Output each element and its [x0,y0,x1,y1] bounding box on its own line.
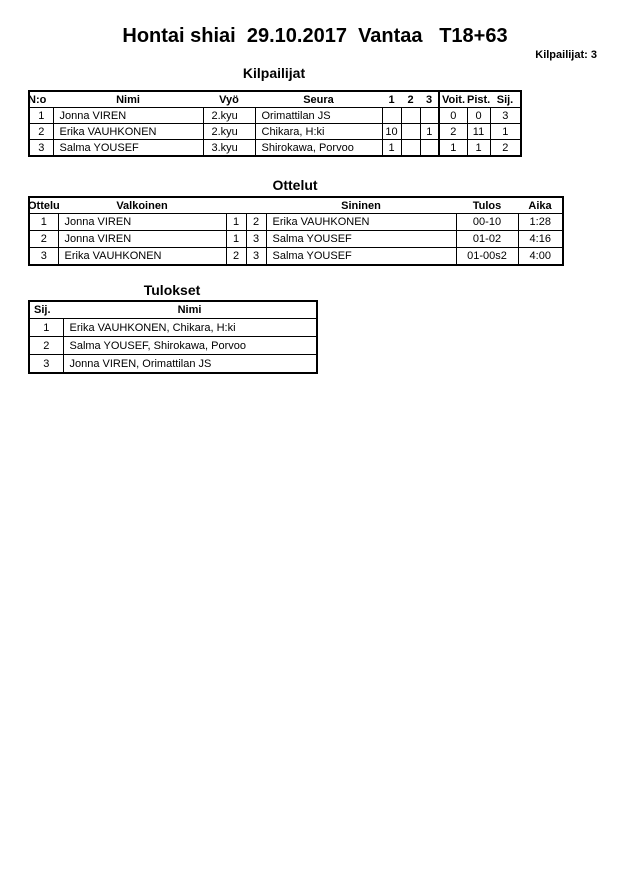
col-header-spacer [226,197,246,214]
cell-blue-name: Erika VAUHKONEN [266,214,456,231]
result-row [29,319,317,337]
cell-white-no: 1 [226,231,246,248]
match-row [29,231,563,248]
col-header-result: Tulos [472,199,502,212]
match-row [29,248,563,266]
cell-round2 [401,140,420,157]
competitor-row [29,140,521,157]
col-header-club: Seura [303,93,334,106]
cell-time: 4:16 [518,231,563,248]
cell-rank: 1 [29,319,63,337]
col-header-rank: Sij. [496,93,514,106]
cell-rank: 1 [490,124,521,140]
cell-rank: 3 [490,108,521,124]
col-header-blue: Sininen [341,199,381,212]
cell-match-no: 3 [29,248,58,266]
competitor-row [29,124,521,140]
col-header-rank: Sij. [34,304,51,316]
col-header-wins: Voit. [439,91,467,108]
result-row [29,355,317,374]
cell-wins: 1 [439,140,467,157]
match-row [29,214,563,231]
section-heading-results: Tulokset [143,282,201,298]
cell-white-no: 2 [226,248,246,266]
cell-wins: 0 [439,108,467,124]
col-header-time: Aika [528,199,552,212]
cell-match-no: 2 [29,231,58,248]
cell-name: Erika VAUHKONEN [53,124,203,140]
results-table [28,300,318,374]
cell-time: 1:28 [518,214,563,231]
cell-time: 4:00 [518,248,563,266]
cell-points: 1 [467,140,490,157]
cell-round1: 10 [382,124,401,140]
cell-white-name: Erika VAUHKONEN [58,248,226,266]
competitors-header-row [29,91,521,108]
cell-name: Salma YOUSEF [53,140,203,157]
cell-wins: 2 [439,124,467,140]
cell-club: Orimattilan JS [255,108,382,124]
cell-club: Chikara, H:ki [255,124,382,140]
col-header-white: Valkoinen [116,199,168,212]
page-title: Hontai shiai 29.10.2017 Vantaa T18+63 [122,25,508,47]
cell-club: Shirokawa, Porvoo [255,140,382,157]
col-header-points: Pist. [467,93,491,106]
cell-match-no: 1 [29,214,58,231]
results-header-row [29,301,317,319]
cell-belt: 3.kyu [203,140,255,157]
competitors-count-label: Kilpailijat: 3 [535,49,597,61]
cell-name: Jonna VIREN, Orimattilan JS [63,355,317,374]
cell-blue-no: 3 [246,231,266,248]
cell-no: 2 [29,124,53,140]
cell-round3 [420,108,439,124]
col-header-name: Nimi [116,93,140,106]
cell-belt: 2.kyu [203,108,255,124]
competitor-row [29,108,521,124]
cell-no: 1 [29,108,53,124]
cell-rank: 2 [490,140,521,157]
matches-table [28,196,564,266]
matches-header-row [29,197,563,214]
col-header-no: N:o [28,93,47,106]
cell-blue-name: Salma YOUSEF [266,248,456,266]
cell-no: 3 [29,140,53,157]
cell-name: Jonna VIREN [53,108,203,124]
section-heading-competitors: Kilpailijat [242,65,306,81]
cell-white-no: 1 [226,214,246,231]
cell-result: 01-02 [456,231,518,248]
cell-belt: 2.kyu [203,124,255,140]
cell-blue-no: 2 [246,214,266,231]
cell-blue-name: Salma YOUSEF [266,231,456,248]
cell-rank: 3 [29,355,63,374]
cell-blue-no: 3 [246,248,266,266]
cell-round1: 1 [382,140,401,157]
cell-result: 00-10 [456,214,518,231]
cell-rank: 2 [29,337,63,355]
competitors-table [28,90,522,157]
section-heading-matches: Ottelut [272,177,318,193]
col-header-round1: 1 [388,93,395,106]
col-header-name: Nimi [177,304,202,316]
cell-white-name: Jonna VIREN [58,214,226,231]
col-header-round2: 2 [407,93,414,106]
cell-round3: 1 [420,124,439,140]
cell-round3 [420,140,439,157]
col-header-belt: Vyö [219,93,239,106]
cell-points: 0 [467,108,490,124]
result-row [29,337,317,355]
col-header-spacer [246,197,266,214]
col-header-round3: 3 [425,93,433,106]
cell-result: 01-00s2 [456,248,518,266]
cell-points: 11 [467,124,490,140]
cell-name: Erika VAUHKONEN, Chikara, H:ki [63,319,317,337]
col-header-match: Ottelu [28,199,60,212]
cell-name: Salma YOUSEF, Shirokawa, Porvoo [63,337,317,355]
cell-round1 [382,108,401,124]
cell-round2 [401,124,420,140]
cell-white-name: Jonna VIREN [58,231,226,248]
cell-round2 [401,108,420,124]
